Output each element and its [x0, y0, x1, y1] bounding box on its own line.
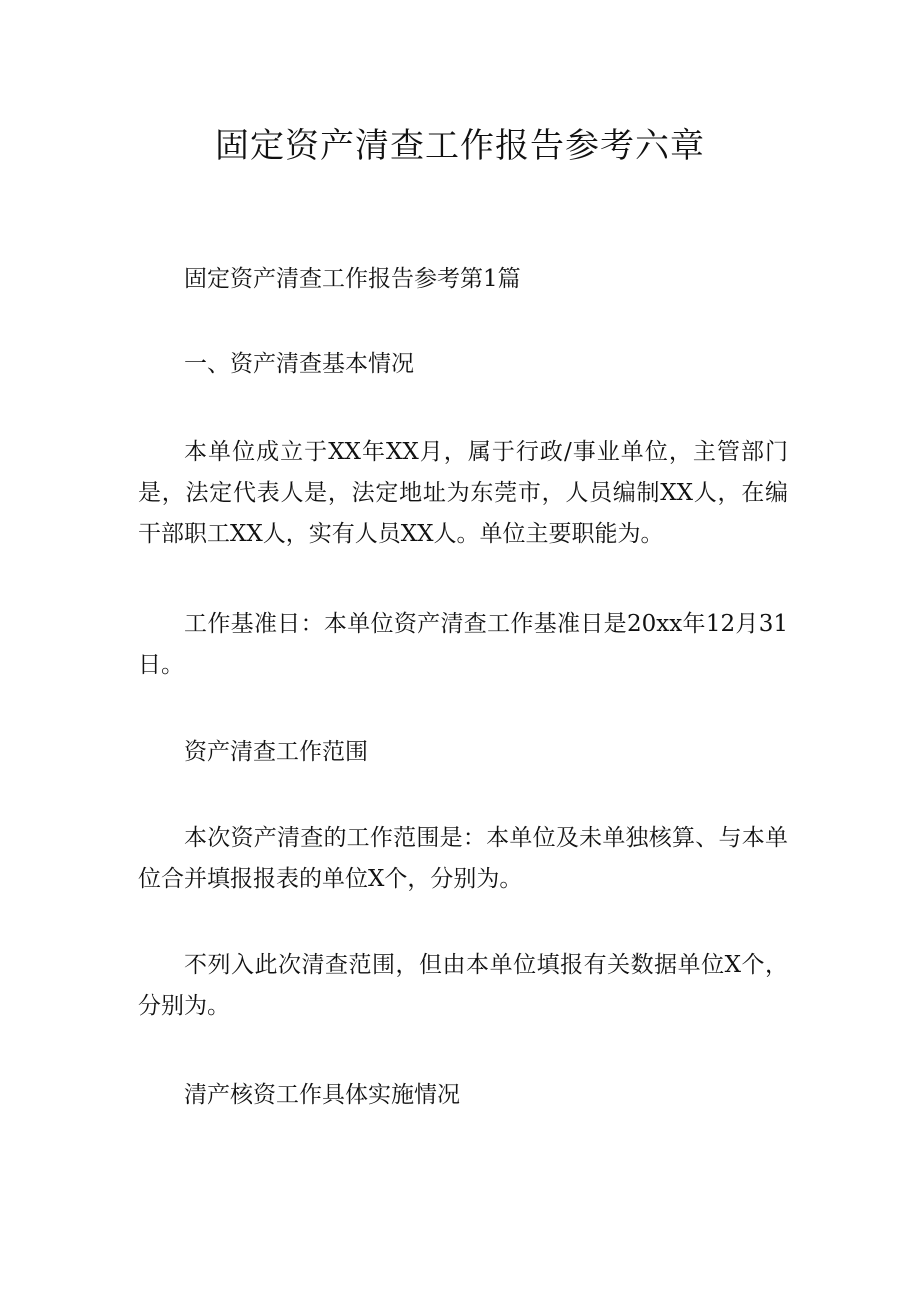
paragraph-base-date: 工作基准日：本单位资产清查工作基准日是20xx年12月31日。 [138, 611, 788, 678]
section-heading-part-1: 固定资产清查工作报告参考第1篇 [184, 266, 521, 292]
section-heading-scope: 资产清查工作范围 [184, 739, 368, 765]
paragraph-unit-info: 本单位成立于XX年XX月，属于行政/事业单位，主管部门是，法定代表人是，法定地址为东莞市，人员编制XX人，在编干部职工XX人，实有人员XX人。单位主要职能为。 [138, 439, 788, 547]
section-heading-implementation: 清产核资工作具体实施情况 [184, 1082, 460, 1108]
paragraph-scope: 本次资产清查的工作范围是：本单位及未单独核算、与本单位合并填报报表的单位X个，分别为。 [138, 825, 788, 892]
section-heading-basic-info: 一、资产清查基本情况 [184, 351, 414, 377]
paragraph-excluded-units: 不列入此次清查范围，但由本单位填报有关数据单位X个，分别为。 [138, 952, 788, 1019]
document-title: 固定资产清查工作报告参考六章 [215, 126, 705, 166]
